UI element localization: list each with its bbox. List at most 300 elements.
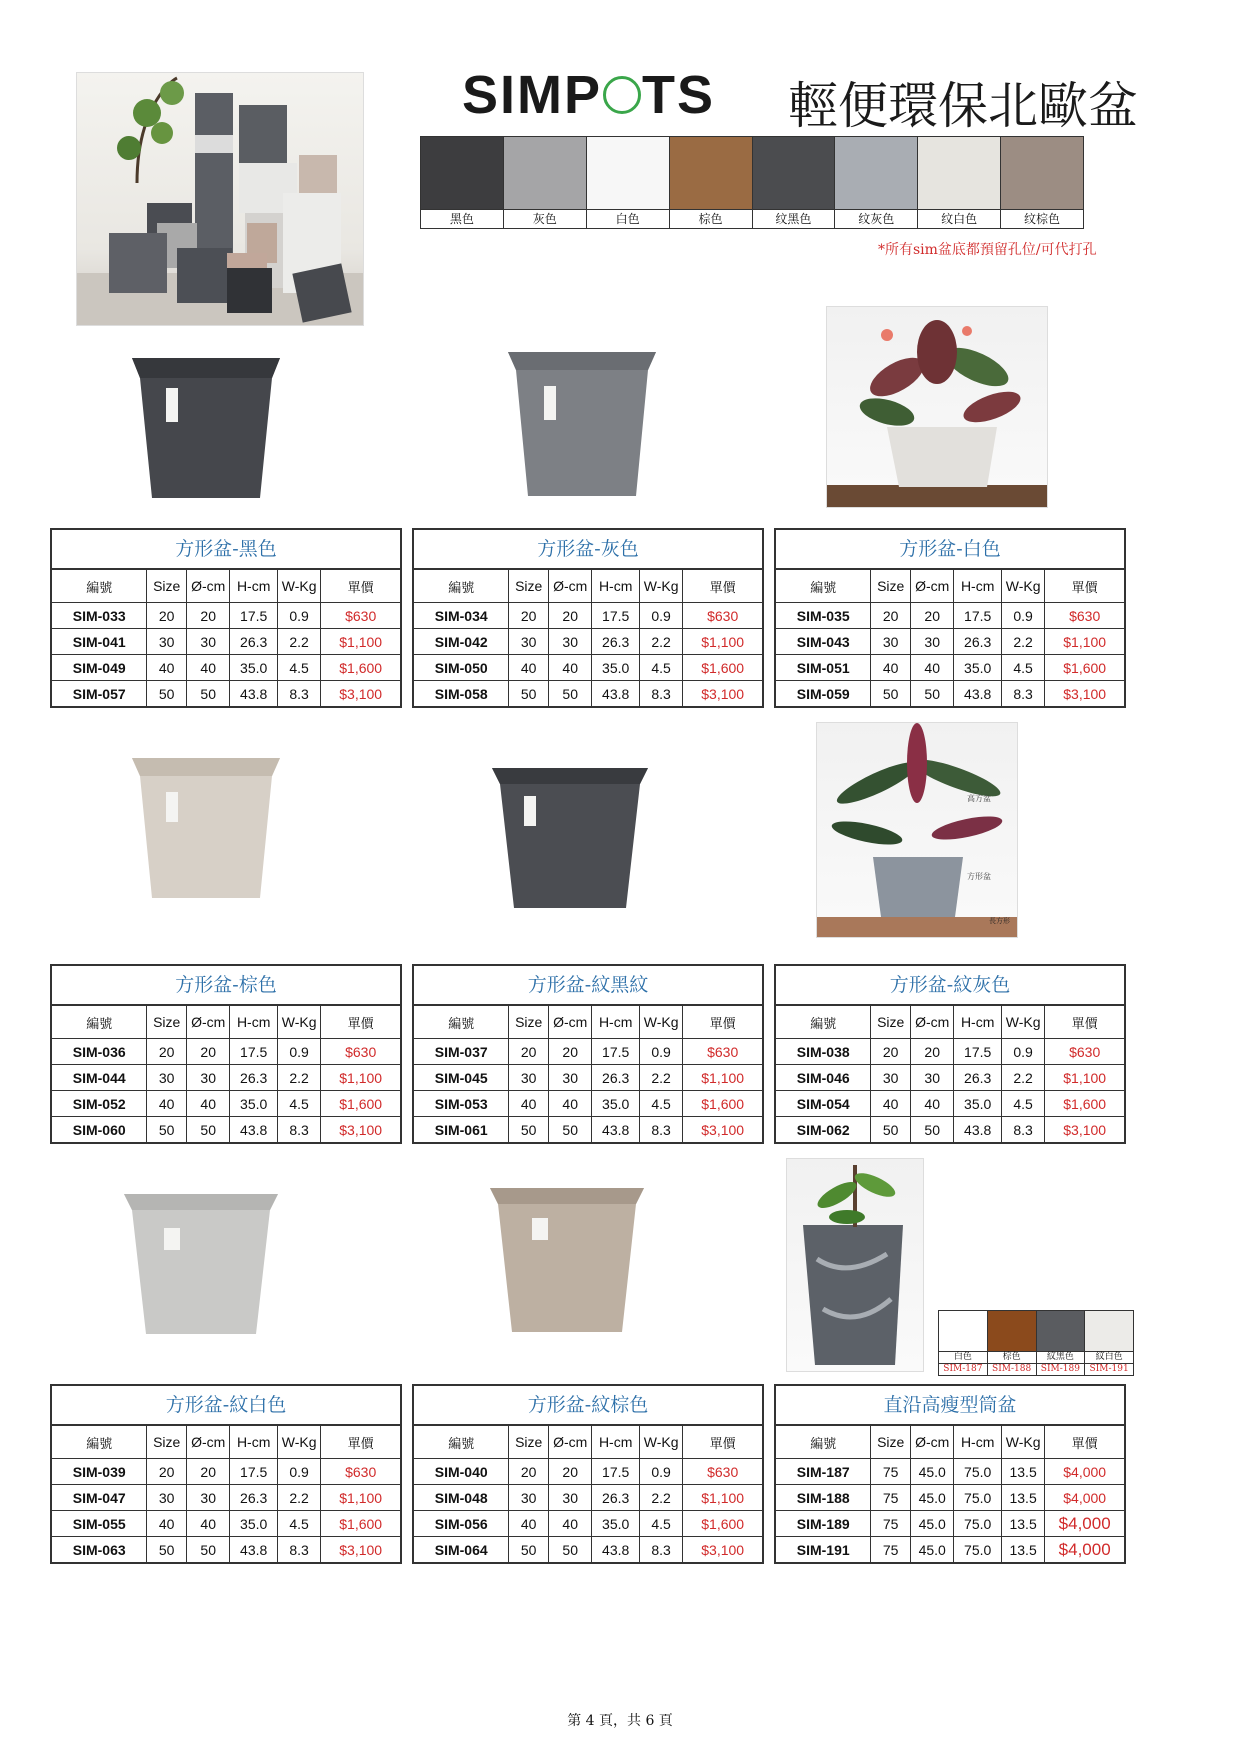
table-row xyxy=(776,629,1124,655)
cell-h: 26.3 xyxy=(954,629,1001,655)
color-swatch-label: 黑色 xyxy=(421,210,504,228)
tall-pot-illustration xyxy=(787,1159,923,1371)
cell-w: 4.5 xyxy=(639,1091,682,1117)
cell-size: 30 xyxy=(871,1065,911,1091)
table-row xyxy=(52,1039,400,1065)
cell-size: 20 xyxy=(871,1039,911,1065)
cell-code: SIM-187 xyxy=(776,1459,871,1485)
cell-h: 26.3 xyxy=(592,629,639,655)
column-header-price: 單價 xyxy=(683,1006,762,1039)
cell-w: 13.5 xyxy=(1001,1459,1044,1485)
hero-photo-illustration xyxy=(77,73,363,325)
tall-pot-swatch-code: SIM-188 xyxy=(988,1364,1037,1375)
column-header-code: 編號 xyxy=(52,570,147,603)
cell-code: SIM-189 xyxy=(776,1511,871,1537)
color-swatch-label: 棕色 xyxy=(670,210,753,228)
color-swatch-strip xyxy=(420,136,1084,229)
column-header-price: 單價 xyxy=(1045,570,1124,603)
cell-w: 2.2 xyxy=(1001,1065,1044,1091)
pot-textured-black xyxy=(486,762,654,912)
cell-code: SIM-060 xyxy=(52,1117,147,1143)
brand-logo-part2: TS xyxy=(642,65,716,125)
column-header-height: H-cm xyxy=(230,570,277,603)
column-header-dia: Ø-cm xyxy=(910,1426,953,1459)
table-row xyxy=(52,1459,400,1485)
price-table xyxy=(412,964,764,1144)
cell-h: 43.8 xyxy=(230,1117,277,1143)
column-header-weight: W-Kg xyxy=(1001,570,1044,603)
table-title: 方形盆-灰色 xyxy=(414,530,762,569)
cell-w: 2.2 xyxy=(1001,629,1044,655)
cell-h: 26.3 xyxy=(230,1065,277,1091)
cell-w: 0.9 xyxy=(639,603,682,629)
column-header-code: 編號 xyxy=(52,1006,147,1039)
cell-price: $1,100 xyxy=(1045,1065,1124,1091)
cell-h: 17.5 xyxy=(592,1039,639,1065)
cell-w: 0.9 xyxy=(277,1039,320,1065)
cell-size: 40 xyxy=(147,655,187,681)
color-swatch-label: 纹灰色 xyxy=(835,210,918,228)
table-row xyxy=(414,1039,762,1065)
table-header-row xyxy=(776,570,1124,603)
column-header-height: H-cm xyxy=(592,570,639,603)
tall-pot-swatch-code: SIM-191 xyxy=(1089,1364,1129,1374)
cell-size: 75 xyxy=(871,1511,911,1537)
cell-code: SIM-059 xyxy=(776,681,871,707)
cell-dia: 20 xyxy=(548,603,591,629)
cell-size: 30 xyxy=(147,1485,187,1511)
price-table xyxy=(774,1384,1126,1564)
table-row xyxy=(52,1065,400,1091)
cell-h: 43.8 xyxy=(592,1117,639,1143)
cell-size: 20 xyxy=(509,603,549,629)
tall-pot-swatch-label: 棕色 xyxy=(988,1352,1037,1363)
column-header-code: 編號 xyxy=(414,570,509,603)
column-header-weight: W-Kg xyxy=(639,1006,682,1039)
cell-code: SIM-035 xyxy=(776,603,871,629)
cell-w: 0.9 xyxy=(277,603,320,629)
cell-w: 8.3 xyxy=(639,681,682,707)
tall-pot-swatch-label: 紋黑色 xyxy=(1037,1352,1086,1363)
cell-w: 0.9 xyxy=(1001,603,1044,629)
cell-dia: 50 xyxy=(548,1537,591,1563)
cell-h: 26.3 xyxy=(592,1485,639,1511)
cell-code: SIM-047 xyxy=(52,1485,147,1511)
column-header-dia: Ø-cm xyxy=(186,1006,229,1039)
cell-size: 50 xyxy=(509,1537,549,1563)
column-header-size: Size xyxy=(871,1006,911,1039)
cell-code: SIM-036 xyxy=(52,1039,147,1065)
color-swatch xyxy=(918,137,1001,209)
table-row xyxy=(52,603,400,629)
table-row xyxy=(414,1459,762,1485)
cell-dia: 20 xyxy=(548,1039,591,1065)
column-header-size: Size xyxy=(509,1426,549,1459)
cell-w: 4.5 xyxy=(1001,655,1044,681)
cell-w: 0.9 xyxy=(1001,1039,1044,1065)
column-header-code: 編號 xyxy=(414,1006,509,1039)
cell-price: $630 xyxy=(321,1039,400,1065)
tall-pot-swatch xyxy=(939,1311,988,1351)
tall-pot-swatch xyxy=(1085,1311,1133,1351)
cell-code: SIM-063 xyxy=(52,1537,147,1563)
column-header-size: Size xyxy=(509,1006,549,1039)
photo-label-square: 方形盆 xyxy=(967,872,991,881)
cell-h: 35.0 xyxy=(230,655,277,681)
column-header-code: 編號 xyxy=(776,1426,871,1459)
column-header-code: 編號 xyxy=(776,570,871,603)
column-header-dia: Ø-cm xyxy=(910,570,953,603)
cell-h: 75.0 xyxy=(954,1511,1001,1537)
cell-code: SIM-033 xyxy=(52,603,147,629)
cell-h: 35.0 xyxy=(592,1091,639,1117)
cell-dia: 40 xyxy=(186,1511,229,1537)
cell-dia: 20 xyxy=(186,1459,229,1485)
table-title: 方形盆-棕色 xyxy=(52,966,400,1005)
color-swatch xyxy=(1001,137,1083,209)
cell-size: 20 xyxy=(509,1039,549,1065)
column-header-size: Size xyxy=(871,1426,911,1459)
cell-code: SIM-188 xyxy=(776,1485,871,1511)
cell-h: 43.8 xyxy=(230,1537,277,1563)
cell-h: 26.3 xyxy=(230,629,277,655)
cell-size: 40 xyxy=(509,1511,549,1537)
page-title: 輕便環保北歐盆 xyxy=(788,77,1138,135)
cell-code: SIM-046 xyxy=(776,1065,871,1091)
cell-size: 50 xyxy=(147,681,187,707)
column-header-height: H-cm xyxy=(592,1006,639,1039)
cell-dia: 30 xyxy=(548,1065,591,1091)
cell-code: SIM-050 xyxy=(414,655,509,681)
white-pot-plant-illustration xyxy=(827,307,1047,507)
cell-code: SIM-042 xyxy=(414,629,509,655)
cell-size: 40 xyxy=(871,655,911,681)
cell-size: 50 xyxy=(509,1117,549,1143)
cell-h: 35.0 xyxy=(592,1511,639,1537)
cell-size: 20 xyxy=(147,603,187,629)
table-row xyxy=(776,1485,1124,1511)
cell-dia: 45.0 xyxy=(910,1511,953,1537)
cell-dia: 50 xyxy=(186,1537,229,1563)
cell-size: 20 xyxy=(509,1459,549,1485)
cell-size: 20 xyxy=(871,603,911,629)
table-row xyxy=(52,681,400,707)
cell-dia: 50 xyxy=(186,1117,229,1143)
square-pot-plant-photo xyxy=(816,722,1018,938)
cell-price: $3,100 xyxy=(321,1537,400,1563)
cell-code: SIM-034 xyxy=(414,603,509,629)
column-header-dia: Ø-cm xyxy=(186,1426,229,1459)
cell-price: $1,600 xyxy=(321,1091,400,1117)
table-title: 方形盆-黑色 xyxy=(52,530,400,569)
column-header-price: 單價 xyxy=(683,570,762,603)
column-header-size: Size xyxy=(871,570,911,603)
cell-dia: 30 xyxy=(910,629,953,655)
table-row xyxy=(414,629,762,655)
column-header-dia: Ø-cm xyxy=(548,1006,591,1039)
color-swatch-label: 灰色 xyxy=(504,210,587,228)
cell-dia: 20 xyxy=(910,603,953,629)
table-row xyxy=(776,1065,1124,1091)
cell-size: 75 xyxy=(871,1485,911,1511)
cell-size: 30 xyxy=(509,629,549,655)
table-row xyxy=(776,655,1124,681)
cell-price: $1,100 xyxy=(683,1485,762,1511)
cell-h: 75.0 xyxy=(954,1485,1001,1511)
cell-h: 26.3 xyxy=(954,1065,1001,1091)
column-header-height: H-cm xyxy=(230,1006,277,1039)
cell-code: SIM-058 xyxy=(414,681,509,707)
cell-code: SIM-056 xyxy=(414,1511,509,1537)
column-header-size: Size xyxy=(147,1006,187,1039)
cell-w: 2.2 xyxy=(639,629,682,655)
cell-code: SIM-052 xyxy=(52,1091,147,1117)
color-swatch xyxy=(421,137,504,209)
cell-price: $1,600 xyxy=(1045,1091,1124,1117)
cell-price: $630 xyxy=(321,1459,400,1485)
table-row xyxy=(776,1459,1124,1485)
cell-code: SIM-057 xyxy=(52,681,147,707)
cell-code: SIM-053 xyxy=(414,1091,509,1117)
column-header-price: 單價 xyxy=(321,1426,400,1459)
price-table xyxy=(774,964,1126,1144)
cell-price: $1,600 xyxy=(683,655,762,681)
cell-code: SIM-040 xyxy=(414,1459,509,1485)
cell-code: SIM-061 xyxy=(414,1117,509,1143)
cell-size: 50 xyxy=(147,1117,187,1143)
cell-dia: 30 xyxy=(186,1485,229,1511)
color-swatch xyxy=(835,137,918,209)
cell-code: SIM-038 xyxy=(776,1039,871,1065)
price-table xyxy=(412,1384,764,1564)
cell-price: $1,100 xyxy=(321,629,400,655)
cell-code: SIM-039 xyxy=(52,1459,147,1485)
cell-size: 50 xyxy=(871,681,911,707)
column-header-code: 編號 xyxy=(52,1426,147,1459)
table-title: 方形盆-紋黑紋 xyxy=(414,966,762,1005)
cell-w: 2.2 xyxy=(277,1065,320,1091)
pot-textured-brown xyxy=(484,1182,650,1338)
table-header-row xyxy=(776,1006,1124,1039)
column-header-price: 單價 xyxy=(1045,1006,1124,1039)
table-row xyxy=(52,1117,400,1143)
cell-code: SIM-045 xyxy=(414,1065,509,1091)
table-row xyxy=(52,655,400,681)
cell-w: 8.3 xyxy=(1001,681,1044,707)
tall-pot-photo xyxy=(786,1158,924,1372)
cell-code: SIM-048 xyxy=(414,1485,509,1511)
color-swatch-label: 白色 xyxy=(587,210,670,228)
table-row xyxy=(414,681,762,707)
cell-code: SIM-051 xyxy=(776,655,871,681)
cell-w: 13.5 xyxy=(1001,1537,1044,1563)
table-row xyxy=(414,655,762,681)
cell-code: SIM-054 xyxy=(776,1091,871,1117)
cell-code: SIM-049 xyxy=(52,655,147,681)
cell-size: 30 xyxy=(509,1065,549,1091)
column-header-height: H-cm xyxy=(954,1426,1001,1459)
table-row xyxy=(776,1511,1124,1537)
cell-dia: 50 xyxy=(548,681,591,707)
tall-pot-swatch xyxy=(1037,1311,1086,1351)
cell-price: $630 xyxy=(683,603,762,629)
cell-h: 43.8 xyxy=(230,681,277,707)
cell-h: 17.5 xyxy=(230,1039,277,1065)
color-swatch xyxy=(504,137,587,209)
cell-h: 26.3 xyxy=(230,1485,277,1511)
cell-price: $4,000 xyxy=(1045,1459,1124,1485)
table-row xyxy=(414,1537,762,1563)
brand-logo xyxy=(462,64,722,124)
column-header-weight: W-Kg xyxy=(1001,1426,1044,1459)
cell-size: 30 xyxy=(871,629,911,655)
cell-price: $1,600 xyxy=(1045,655,1124,681)
cell-code: SIM-044 xyxy=(52,1065,147,1091)
color-swatch xyxy=(670,137,753,209)
column-header-weight: W-Kg xyxy=(639,570,682,603)
cell-price: $630 xyxy=(683,1459,762,1485)
table-row xyxy=(776,603,1124,629)
cell-w: 4.5 xyxy=(639,655,682,681)
tall-pot-swatch-code: SIM-187 xyxy=(939,1364,988,1375)
cell-dia: 50 xyxy=(548,1117,591,1143)
cell-dia: 20 xyxy=(186,1039,229,1065)
cell-h: 26.3 xyxy=(592,1065,639,1091)
cell-w: 2.2 xyxy=(277,1485,320,1511)
table-title: 方形盆-白色 xyxy=(776,530,1124,569)
price-table xyxy=(50,964,402,1144)
table-header-row xyxy=(776,1426,1124,1459)
cell-size: 30 xyxy=(509,1485,549,1511)
cell-price: $4,000 xyxy=(1045,1537,1124,1563)
cell-h: 17.5 xyxy=(954,603,1001,629)
cell-price: $1,100 xyxy=(1045,629,1124,655)
cell-size: 75 xyxy=(871,1537,911,1563)
color-swatch xyxy=(753,137,836,209)
photo-label-tall: 高方盆 xyxy=(967,794,991,803)
cell-w: 8.3 xyxy=(639,1117,682,1143)
column-header-height: H-cm xyxy=(592,1426,639,1459)
column-header-height: H-cm xyxy=(230,1426,277,1459)
color-swatch-label: 纹黑色 xyxy=(753,210,836,228)
column-header-weight: W-Kg xyxy=(277,570,320,603)
cell-dia: 40 xyxy=(186,1091,229,1117)
cell-code: SIM-062 xyxy=(776,1117,871,1143)
column-header-code: 編號 xyxy=(776,1006,871,1039)
cell-h: 17.5 xyxy=(592,1459,639,1485)
price-table xyxy=(774,528,1126,708)
drainage-note: *所有sim盆底都預留孔位/可代打孔 xyxy=(878,242,1097,258)
square-pot-plant-illustration xyxy=(817,723,1017,937)
cell-h: 17.5 xyxy=(230,603,277,629)
white-pot-plant-photo xyxy=(826,306,1048,508)
column-header-dia: Ø-cm xyxy=(548,570,591,603)
cell-w: 8.3 xyxy=(277,1117,320,1143)
cell-code: SIM-037 xyxy=(414,1039,509,1065)
cell-size: 40 xyxy=(509,1091,549,1117)
table-header-row xyxy=(414,1426,762,1459)
logo-circle-icon xyxy=(603,76,641,114)
table-header-row xyxy=(52,1006,400,1039)
color-swatch-label: 纹白色 xyxy=(918,210,1001,228)
cell-price: $1,600 xyxy=(683,1091,762,1117)
cell-dia: 20 xyxy=(186,603,229,629)
cell-w: 0.9 xyxy=(639,1039,682,1065)
column-header-size: Size xyxy=(147,570,187,603)
cell-w: 13.5 xyxy=(1001,1485,1044,1511)
cell-size: 50 xyxy=(509,681,549,707)
cell-size: 30 xyxy=(147,1065,187,1091)
cell-dia: 30 xyxy=(186,1065,229,1091)
table-row xyxy=(52,629,400,655)
cell-size: 50 xyxy=(147,1537,187,1563)
table-row xyxy=(776,1117,1124,1143)
table-title: 方形盆-紋棕色 xyxy=(414,1386,762,1425)
cell-w: 4.5 xyxy=(277,1091,320,1117)
color-swatch-label: 纹棕色 xyxy=(1024,212,1061,226)
table-title: 方形盆-紋灰色 xyxy=(776,966,1124,1005)
table-header-row xyxy=(52,570,400,603)
table-row xyxy=(776,1091,1124,1117)
cell-size: 50 xyxy=(871,1117,911,1143)
cell-h: 75.0 xyxy=(954,1459,1001,1485)
cell-w: 4.5 xyxy=(1001,1091,1044,1117)
cell-size: 75 xyxy=(871,1459,911,1485)
cell-price: $1,100 xyxy=(321,1485,400,1511)
column-header-size: Size xyxy=(509,570,549,603)
photo-label-long: 長方形 xyxy=(989,917,1010,925)
column-header-weight: W-Kg xyxy=(277,1006,320,1039)
table-header-row xyxy=(414,1006,762,1039)
price-table xyxy=(50,528,402,708)
cell-price: $630 xyxy=(1045,603,1124,629)
cell-price: $3,100 xyxy=(321,1117,400,1143)
table-title: 直沿高瘦型筒盆 xyxy=(776,1386,1124,1425)
cell-price: $3,100 xyxy=(683,681,762,707)
cell-h: 43.8 xyxy=(954,1117,1001,1143)
cell-price: $4,000 xyxy=(1045,1511,1124,1537)
table-row xyxy=(414,1485,762,1511)
cell-h: 17.5 xyxy=(230,1459,277,1485)
cell-size: 40 xyxy=(147,1091,187,1117)
cell-w: 0.9 xyxy=(277,1459,320,1485)
cell-h: 35.0 xyxy=(592,655,639,681)
pot-brown xyxy=(126,752,286,902)
table-header-row xyxy=(414,570,762,603)
column-header-height: H-cm xyxy=(954,570,1001,603)
table-row xyxy=(414,1091,762,1117)
cell-size: 30 xyxy=(147,629,187,655)
cell-code: SIM-191 xyxy=(776,1537,871,1563)
cell-h: 35.0 xyxy=(230,1511,277,1537)
cell-price: $3,100 xyxy=(1045,681,1124,707)
cell-w: 2.2 xyxy=(639,1485,682,1511)
cell-h: 43.8 xyxy=(954,681,1001,707)
cell-dia: 45.0 xyxy=(910,1537,953,1563)
cell-code: SIM-043 xyxy=(776,629,871,655)
column-header-size: Size xyxy=(147,1426,187,1459)
table-title: 方形盆-紋白色 xyxy=(52,1386,400,1425)
cell-dia: 40 xyxy=(548,655,591,681)
cell-price: $1,100 xyxy=(321,1065,400,1091)
page-footer: 第 4 頁，共 6 頁 xyxy=(567,1713,673,1729)
pot-black xyxy=(126,352,286,502)
cell-price: $3,100 xyxy=(321,681,400,707)
color-swatch xyxy=(587,137,670,209)
cell-h: 75.0 xyxy=(954,1537,1001,1563)
table-row xyxy=(52,1511,400,1537)
column-header-dia: Ø-cm xyxy=(910,1006,953,1039)
